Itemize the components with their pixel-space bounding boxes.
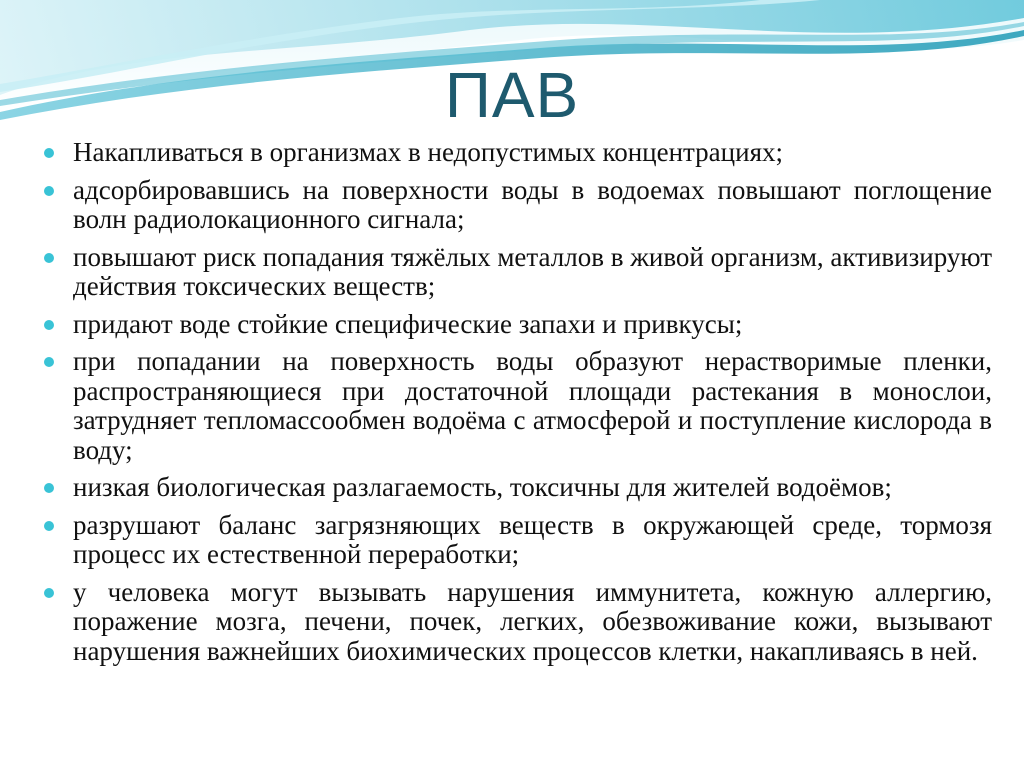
bullet-icon [44, 148, 54, 158]
list-item-text: придают воде стойкие специфические запахи и привкусы; [73, 308, 743, 339]
list-item-text: при попадании на поверхность воды образуют нерастворимые пленки, распространяющиеся при достаточной площади растекания в монослои, затрудняет тепломассообмен водоёма с атмосферой и поступление кислорода в воду; [73, 346, 992, 465]
bullet-icon [44, 521, 54, 531]
bullet-icon [44, 253, 54, 263]
list-item [44, 310, 992, 340]
bullet-icon [44, 186, 54, 196]
bullet-icon [44, 588, 54, 598]
list-item [44, 347, 992, 465]
list-item-text: Накапливаться в организмах в недопустимых концентрациях; [73, 137, 783, 167]
bullet-icon [44, 320, 54, 330]
list-item [44, 511, 992, 570]
list-item [44, 176, 992, 235]
slide-title: ПАВ [444, 59, 580, 131]
list-item-text: адсорбировавшись на поверхности воды в водоемах повышают поглощение волн радиолокационного сигнала; [73, 174, 992, 234]
list-item [44, 473, 992, 503]
list-item [44, 243, 992, 302]
list-item-text: повышают риск попадания тяжёлых металлов в живой организм, активизируют действия токсических веществ; [73, 241, 992, 301]
list-item [44, 578, 992, 667]
list-item-text: низкая биологическая разлагаемость, токсичны для жителей водоёмов; [73, 472, 892, 502]
list-item-text: у человека могут вызывать нарушения иммунитета, кожную аллергию, поражение мозга, печени, почек, легких, обезвоживание кожи, вызывают нарушения важнейших биохимических процессов клетки, накапливаясь в ней. [73, 576, 992, 666]
bullet-list [44, 138, 992, 666]
bullet-icon [44, 483, 54, 493]
bullet-icon [44, 357, 54, 367]
list-item-text: разрушают баланс загрязняющих веществ в окружающей среде, тормозя процесс их естественной переработки; [73, 509, 992, 569]
list-item [44, 138, 992, 168]
bullet-list-container [44, 138, 992, 674]
